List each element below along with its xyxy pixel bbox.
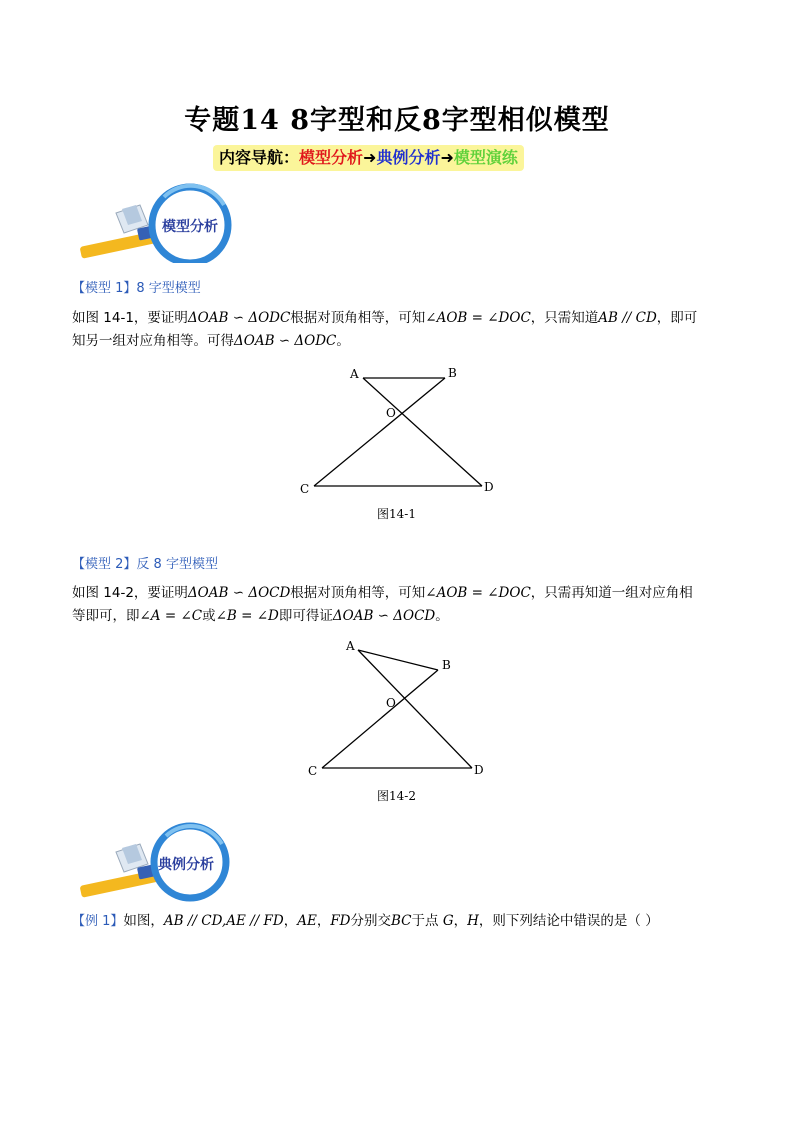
point-label-b: B — [448, 366, 457, 380]
section-badge-model-analysis — [78, 183, 238, 263]
point-label-c: C — [300, 482, 310, 496]
segment-ab — [358, 650, 438, 670]
nav-item-model-practice[interactable]: 模型演练 — [453, 148, 518, 167]
point-label-a: A — [350, 367, 359, 381]
badge-label: 模型分析 — [162, 219, 218, 235]
section-badge-example-analysis — [78, 822, 238, 902]
badge-label: 典例分析 — [158, 857, 214, 873]
model2-paragraph — [72, 582, 732, 628]
arrow-right-icon: ➜ — [440, 148, 454, 167]
nav-item-model-analysis[interactable]: 模型分析 — [299, 148, 364, 167]
figure-caption-14-2: 图14-2 — [377, 789, 416, 803]
point-label-o: O — [386, 696, 396, 710]
example1-heading: 【例 1】 — [72, 914, 124, 929]
point-label-d: D — [484, 480, 494, 494]
segment-ad — [363, 378, 482, 486]
point-label-c: C — [308, 764, 318, 778]
model2-heading: 【模型 2】反 8 字型模型 — [72, 557, 218, 572]
figure-caption-14-1: 图14-1 — [377, 507, 416, 521]
content-navigation — [213, 145, 524, 171]
segment-bc — [322, 670, 438, 768]
model2-line2: 等即可，即∠A = ∠C或∠B = ∠D即可得证ΔOAB ∽ ΔOCD。 — [72, 608, 449, 624]
point-label-b: B — [442, 658, 451, 672]
figure-14-2 — [300, 635, 500, 780]
segment-ad — [358, 650, 472, 768]
point-label-a: A — [346, 639, 355, 653]
model1-paragraph — [72, 307, 732, 353]
segment-bc — [314, 378, 445, 486]
model1-heading: 【模型 1】8 字型模型 — [72, 281, 201, 296]
arrow-right-icon: ➜ — [363, 148, 377, 167]
figure-14-1 — [290, 360, 510, 500]
nav-prefix: 内容导航： — [219, 148, 300, 167]
example1-line: 【例 1】如图，AB // CD,AE // FD，AE，FD分别交BC于点 G，H，则下列结论中错误的是（ ） — [72, 913, 659, 929]
point-label-o: O — [386, 406, 396, 420]
model2-line1: 如图 14-2，要证明ΔOAB ∽ ΔOCD根据对顶角相等，可知∠AOB = ∠DOC，只需再知道一组对应角相 — [72, 585, 693, 601]
point-label-d: D — [474, 763, 484, 777]
model1-line2: 知另一组对应角相等。可得ΔOAB ∽ ΔODC。 — [72, 333, 350, 349]
model1-line1: 如图 14-1，要证明ΔOAB ∽ ΔODC根据对顶角相等，可知∠AOB = ∠DOC，只需知道AB // CD，即可 — [72, 310, 698, 326]
page-title: 专题14 8字型和反8字型相似模型 — [184, 105, 610, 136]
nav-item-example-analysis[interactable]: 典例分析 — [376, 148, 441, 167]
